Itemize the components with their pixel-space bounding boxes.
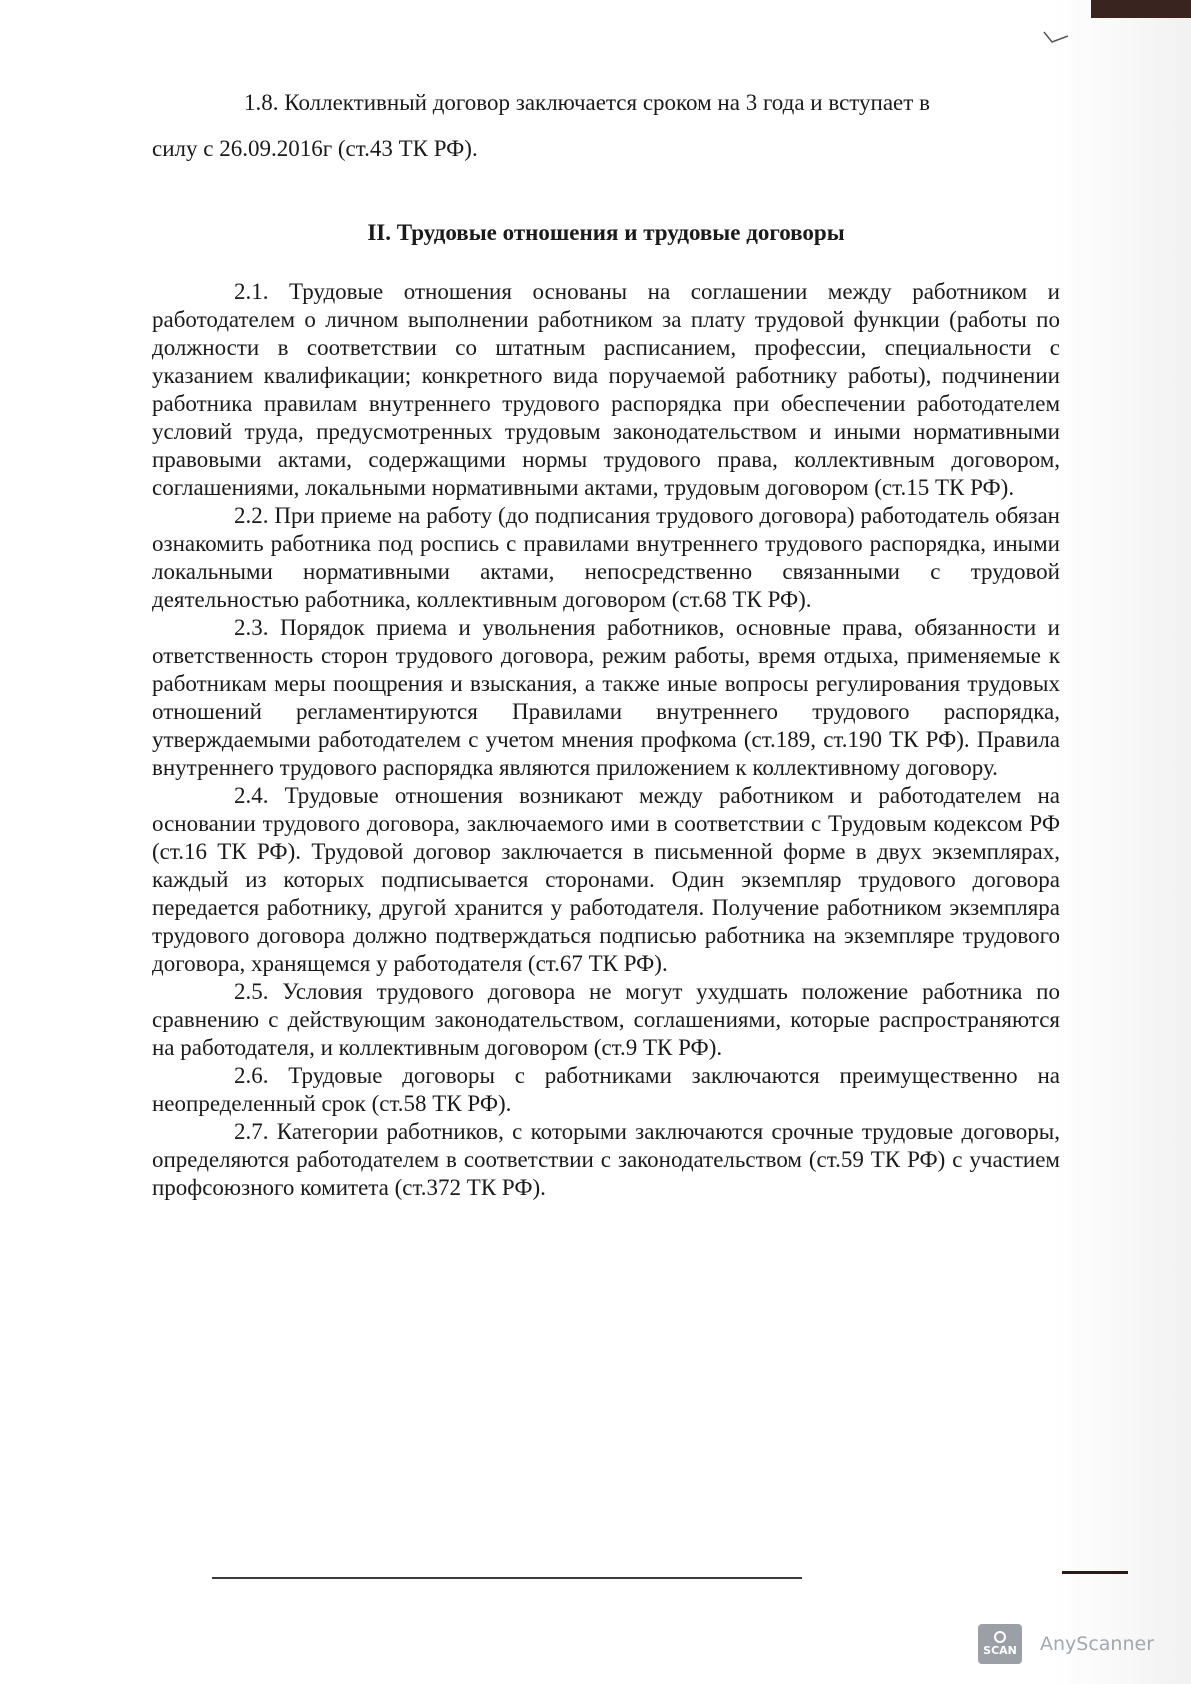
document-body: [152, 88, 1060, 1202]
scanner-watermark: [978, 1624, 1154, 1664]
paragraph-2-6: 2.6. Трудовые договоры с работниками заключаются преимущественно на неопределенный срок (ст.58 ТК РФ).: [152, 1063, 1060, 1116]
bottom-scan-line: [212, 1577, 802, 1579]
intro-line-2: силу с 26.09.2016г (ст.43 ТК РФ).: [152, 136, 478, 161]
scan-shadow-edge: [1051, 0, 1191, 1684]
pen-mark-icon: [1042, 30, 1072, 48]
paragraph-2-1: 2.1. Трудовые отношения основаны на соглашении между работником и работодателем о личном выполнении работником за плату трудовой функции (работы по должности в соответствии со штатным расписанием, профессии, специальности с указанием квалификации; конкретного вида поручаемой работнику работы), подчинении работника правилам внутреннего трудового распорядка при обеспечении работодателем условий труда, предусмотренных трудовым законодательством и иными нормативными правовыми актами, содержащими нормы трудового права, коллективным договором, соглашениями, локальными нормативными актами, трудовым договором (ст.15 ТК РФ).: [152, 279, 1060, 500]
bottom-scan-line-right: [1062, 1571, 1128, 1574]
camera-icon: [994, 1631, 1006, 1643]
paragraph-2-2: 2.2. При приеме на работу (до подписания трудового договора) работодатель обязан ознакомить работника под роспись с правилами внутреннего трудового распорядка, иными локальными нормативными актами, непосредственно связанными с трудовой деятельностью работника, коллективным договором (ст.68 ТК РФ).: [152, 503, 1060, 612]
paragraph-2-5: 2.5. Условия трудового договора не могут ухудшать положение работника по сравнению с действующим законодательством, соглашениями, которые распространяются на работодателя, и коллективным договором (ст.9 ТК РФ).: [152, 979, 1060, 1060]
paragraph-2-4: 2.4. Трудовые отношения возникают между работником и работодателем на основании трудового договора, заключаемого ими в соответствии с Трудовым кодексом РФ (ст.16 ТК РФ). Трудовой договор заключается в письменной форме в двух экземплярах, каждый из которых подписывается сторонами. Один экземпляр трудового договора передается работнику, другой хранится у работодателя. Получение работником экземпляра трудового договора должно подтверждаться подписью работника на экземпляре трудового договора, хранящемся у работодателя (ст.67 ТК РФ).: [152, 783, 1060, 976]
scanner-app-name: AnyScanner: [1040, 1633, 1155, 1655]
paragraph-2-3: 2.3. Порядок приема и увольнения работников, основные права, обязанности и ответственность сторон трудового договора, режим работы, время отдыха, применяемые к работникам меры поощрения и взыскания, а также иные вопросы регулирования трудовых отношений регламентируются Правилами внутреннего трудового распорядка, утверждаемыми работодателем с учетом мнения профкома (ст.189, ст.190 ТК РФ). Правила внутреннего трудового распорядка являются приложением к коллективному договору.: [152, 615, 1060, 780]
scan-corner-artifact: [1091, 0, 1191, 18]
scanner-logo-icon: [978, 1624, 1022, 1664]
section-title: II. Трудовые отношения и трудовые договоры: [367, 220, 845, 245]
scanner-icon-label: SCAN: [983, 1644, 1017, 1657]
paragraph-2-7: 2.7. Категории работников, с которыми заключаются срочные трудовые договоры, определяются работодателем в соответствии с законодательством (ст.59 ТК РФ) с участием профсоюзного комитета (ст.372 ТК РФ).: [152, 1119, 1060, 1200]
intro-line-1: 1.8. Коллективный договор заключается сроком на 3 года и вступает в: [244, 90, 930, 115]
